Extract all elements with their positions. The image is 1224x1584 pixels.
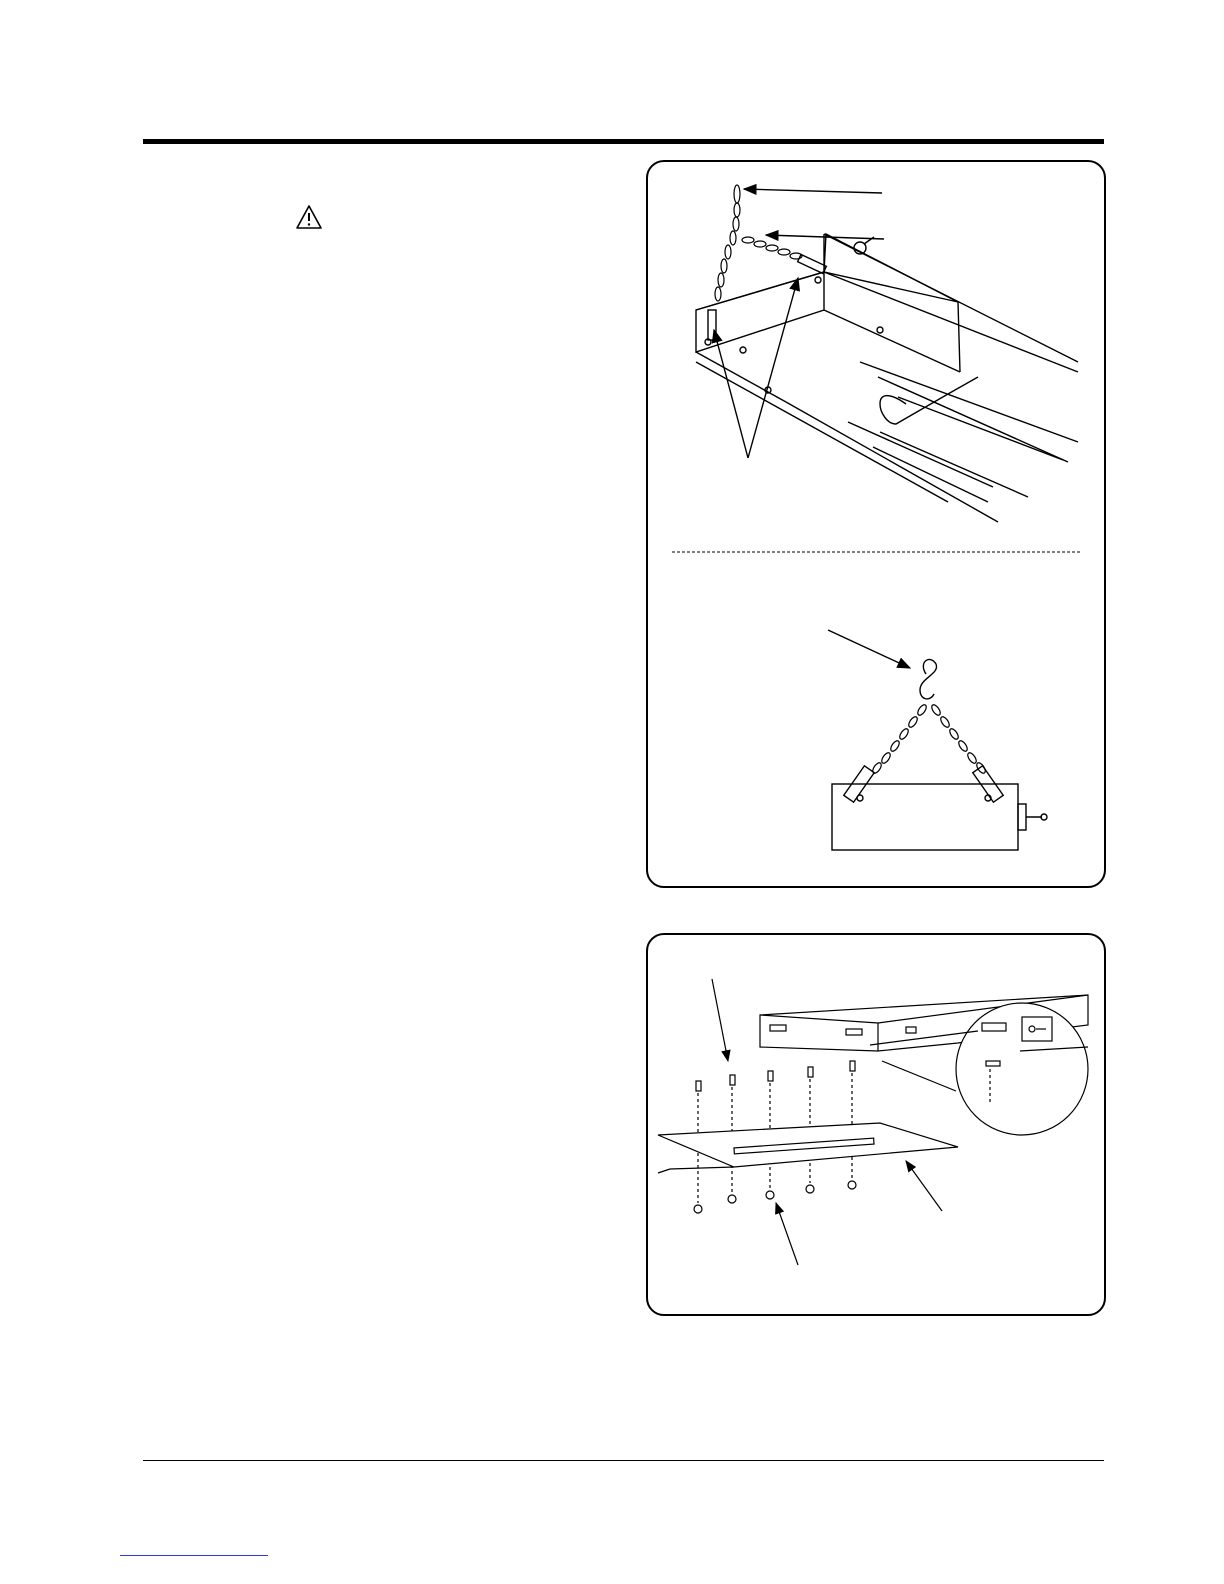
guard-mounting-drawing — [648, 935, 1104, 1314]
footer-link-underline[interactable] — [120, 1555, 268, 1556]
footer-rule — [143, 1460, 1104, 1461]
chain-hanging-drawing — [648, 162, 1104, 886]
header-rule — [143, 139, 1104, 144]
warning-triangle-icon — [296, 205, 322, 229]
figure-guard-mounting — [646, 933, 1106, 1316]
figure-chain-hanging — [646, 160, 1106, 888]
